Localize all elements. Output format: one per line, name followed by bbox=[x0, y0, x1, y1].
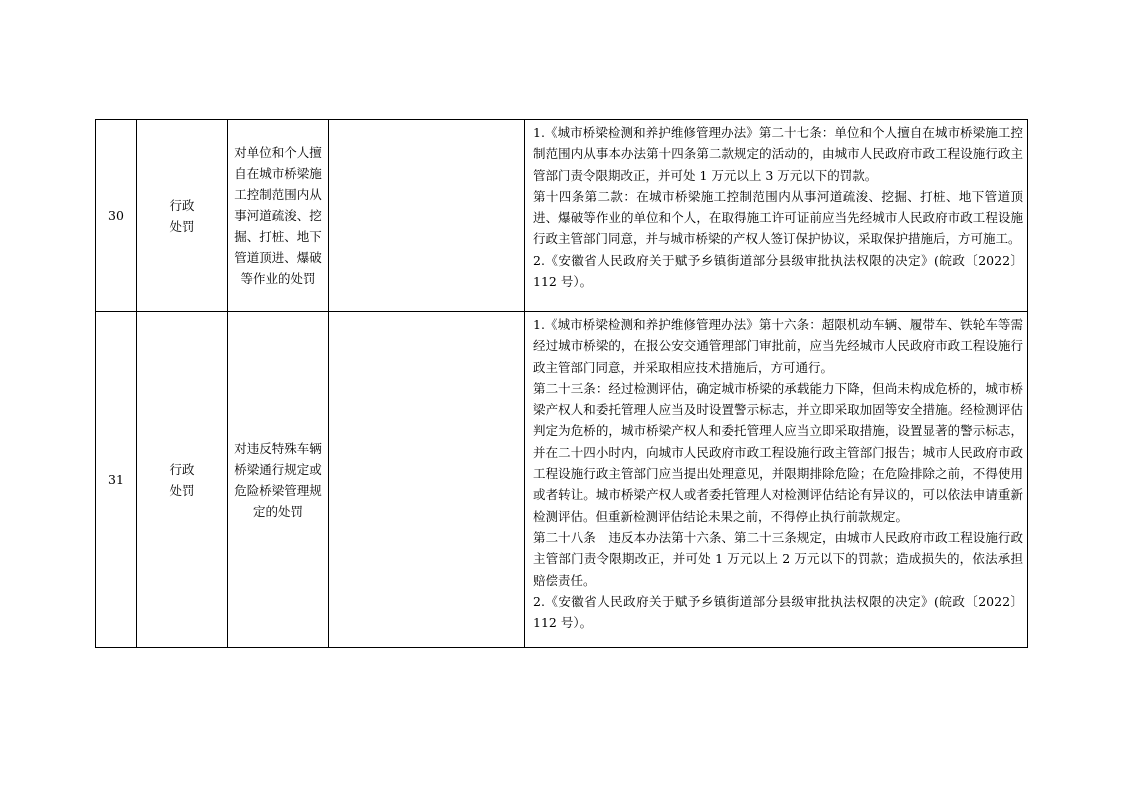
table-row bbox=[96, 120, 1028, 312]
basis-paragraph: 第十四条第二款：在城市桥梁施工控制范围内从事河道疏浚、挖掘、打桩、地下管道顶进、爆破等作业的单位和个人，在取得施工许可证前应当先经城市人民政府市政工程设施行政主管部门同意，并与城市桥梁的产权人签订保护协议，采取保护措施后，方可施工。 bbox=[533, 188, 1023, 247]
basis-paragraph: 第二十三条：经过检测评估，确定城市桥梁的承载能力下降，但尚未构成危桥的，城市桥梁产权人和委托管理人应当及时设置警示标志，并立即采取加固等安全措施。经检测评估判定为危桥的，城市桥梁产权人和委托管理人应当立即采取措施，设置显著的警示标志，并在二十四小时内，向城市人民政府市政工程设施行政主管部门报告；城市人民政府市政工程设施行政主管部门应当提出处理意见，并限期排除危险；在危险排除之前，不得使用或者转让。城市桥梁产权人或者委托管理人对检测评估结论有异议的，可以依法申请重新检测评估。但重新检测评估结论未果之前，不得停止执行前款规定。 bbox=[533, 380, 1023, 524]
empty-cell bbox=[329, 312, 525, 648]
items-table bbox=[95, 119, 1028, 648]
basis-paragraph: 2.《安徽省人民政府关于赋予乡镇街道部分县级审批执法权限的决定》(皖政〔2022〕112 号）。 bbox=[533, 252, 1023, 290]
basis-paragraph: 第二十八条 违反本办法第十六条、第二十三条规定，由城市人民政府市政工程设施行政主管部门责令限期改正，并可处 1 万元以上 2 万元以下的罚款；造成损失的，依法承担赔偿责任。 bbox=[533, 529, 1023, 588]
row-basis bbox=[525, 120, 1028, 312]
row-basis bbox=[525, 312, 1028, 648]
row-type-cell bbox=[137, 312, 228, 648]
row-item-cell bbox=[228, 312, 329, 648]
row-number: 30 bbox=[96, 120, 137, 312]
row-item: 对违反特殊车辆桥梁通行规定或危险桥梁管理规定的处罚 bbox=[234, 440, 322, 519]
empty-cell bbox=[329, 120, 525, 312]
row-type: 行政处罚 bbox=[169, 197, 195, 234]
row-type-cell bbox=[137, 120, 228, 312]
row-item: 对单位和个人擅自在城市桥梁施工控制范围内从事河道疏浚、挖掘、打桩、地下管道顶进、爆破等作业的处罚 bbox=[234, 145, 322, 286]
basis-paragraph: 1.《城市桥梁检测和养护维修管理办法》第二十七条：单位和个人擅自在城市桥梁施工控制范围内从事本办法第十四条第二款规定的活动的，由城市人民政府市政工程设施行政主管部门责令限期改正，并可处 1 万元以上 3 万元以下的罚款。 bbox=[533, 125, 1023, 183]
row-item-cell bbox=[228, 120, 329, 312]
basis-paragraph: 2.《安徽省人民政府关于赋予乡镇街道部分县级审批执法权限的决定》(皖政〔2022〕112 号）。 bbox=[533, 593, 1023, 631]
row-number: 31 bbox=[96, 312, 137, 648]
row-type: 行政处罚 bbox=[169, 461, 195, 498]
basis-paragraph: 1.《城市桥梁检测和养护维修管理办法》第十六条：超限机动车辆、履带车、铁轮车等需经过城市桥梁的，在报公安交通管理部门审批前，应当先经城市人民政府市政工程设施行政主管部门同意，并采取相应技术措施后，方可通行。 bbox=[533, 317, 1023, 375]
table-row bbox=[96, 312, 1028, 648]
